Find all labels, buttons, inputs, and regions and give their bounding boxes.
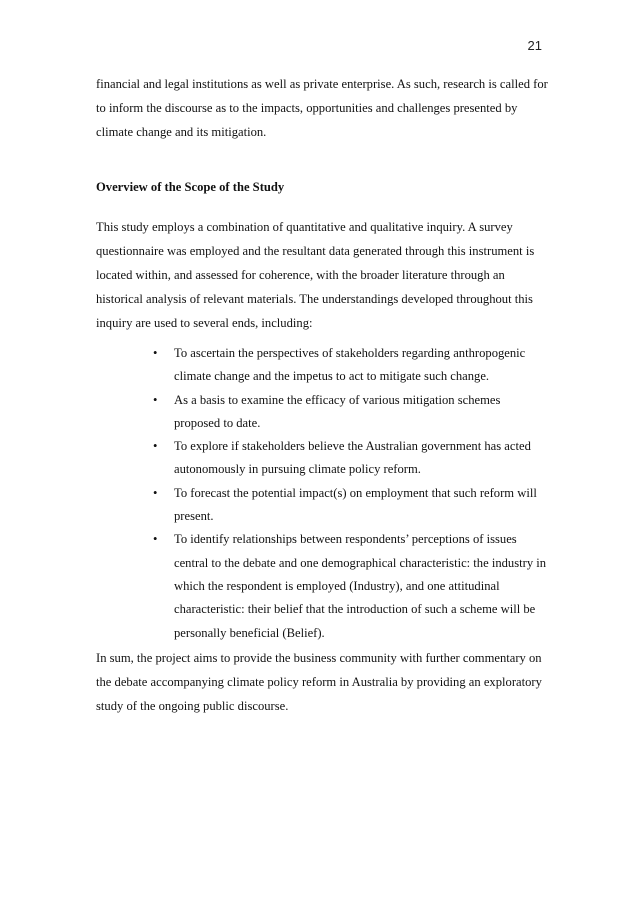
bullet-icon: • — [153, 439, 158, 454]
list-item — [96, 482, 548, 529]
list-item-text: As a basis to examine the efficacy of various mitigation schemes proposed to date. — [174, 392, 501, 430]
objectives-list — [96, 342, 548, 645]
list-item-text: To identify relationships between respondents’ perceptions of issues central to the debate and one demographical characteristic: the industry in which the respondent is employed (Industry), and one attitudinal characteristic: their belief that the introduction of such a scheme will be personally beneficial (Belief). — [174, 532, 547, 640]
summary-paragraph: In sum, the project aims to provide the business community with further commentary on the debate accompanying climate policy reform in Australia by providing an exploratory study of the ongoing public discourse. — [96, 651, 542, 713]
list-item — [96, 435, 548, 482]
intro-paragraph: financial and legal institutions as well as private enterprise. As such, research is called for to inform the discourse as to the impacts, opportunities and challenges presented by climate change and its mitigation. — [96, 77, 548, 139]
bullet-icon: • — [153, 532, 158, 547]
section-heading: Overview of the Scope of the Study — [96, 180, 285, 194]
bullet-icon: • — [153, 392, 158, 407]
bullet-icon: • — [153, 346, 158, 360]
list-item — [96, 528, 548, 644]
list-item-text: To explore if stakeholders believe the Australian government has acted autonomously in pursuing climate policy reform. — [174, 439, 531, 477]
list-item-text: To forecast the potential impact(s) on employment that such reform will present. — [174, 485, 537, 524]
list-item-text: To ascertain the perspectives of stakeholders regarding anthropogenic climate change and the impetus to act to mitigate such change. — [174, 346, 526, 384]
scope-paragraph: This study employs a combination of quantitative and qualitative inquiry. A survey questionnaire was employed and the resultant data generated through this instrument is located within, and assessed for coherence, with the broader literature through an historical analysis of relevant materials. The understandings developed throughout this inquiry are used to several ends, including: — [96, 220, 535, 330]
list-item — [96, 389, 548, 436]
page-number: 21 — [527, 38, 542, 53]
list-item — [96, 342, 548, 389]
bullet-icon: • — [153, 485, 158, 500]
